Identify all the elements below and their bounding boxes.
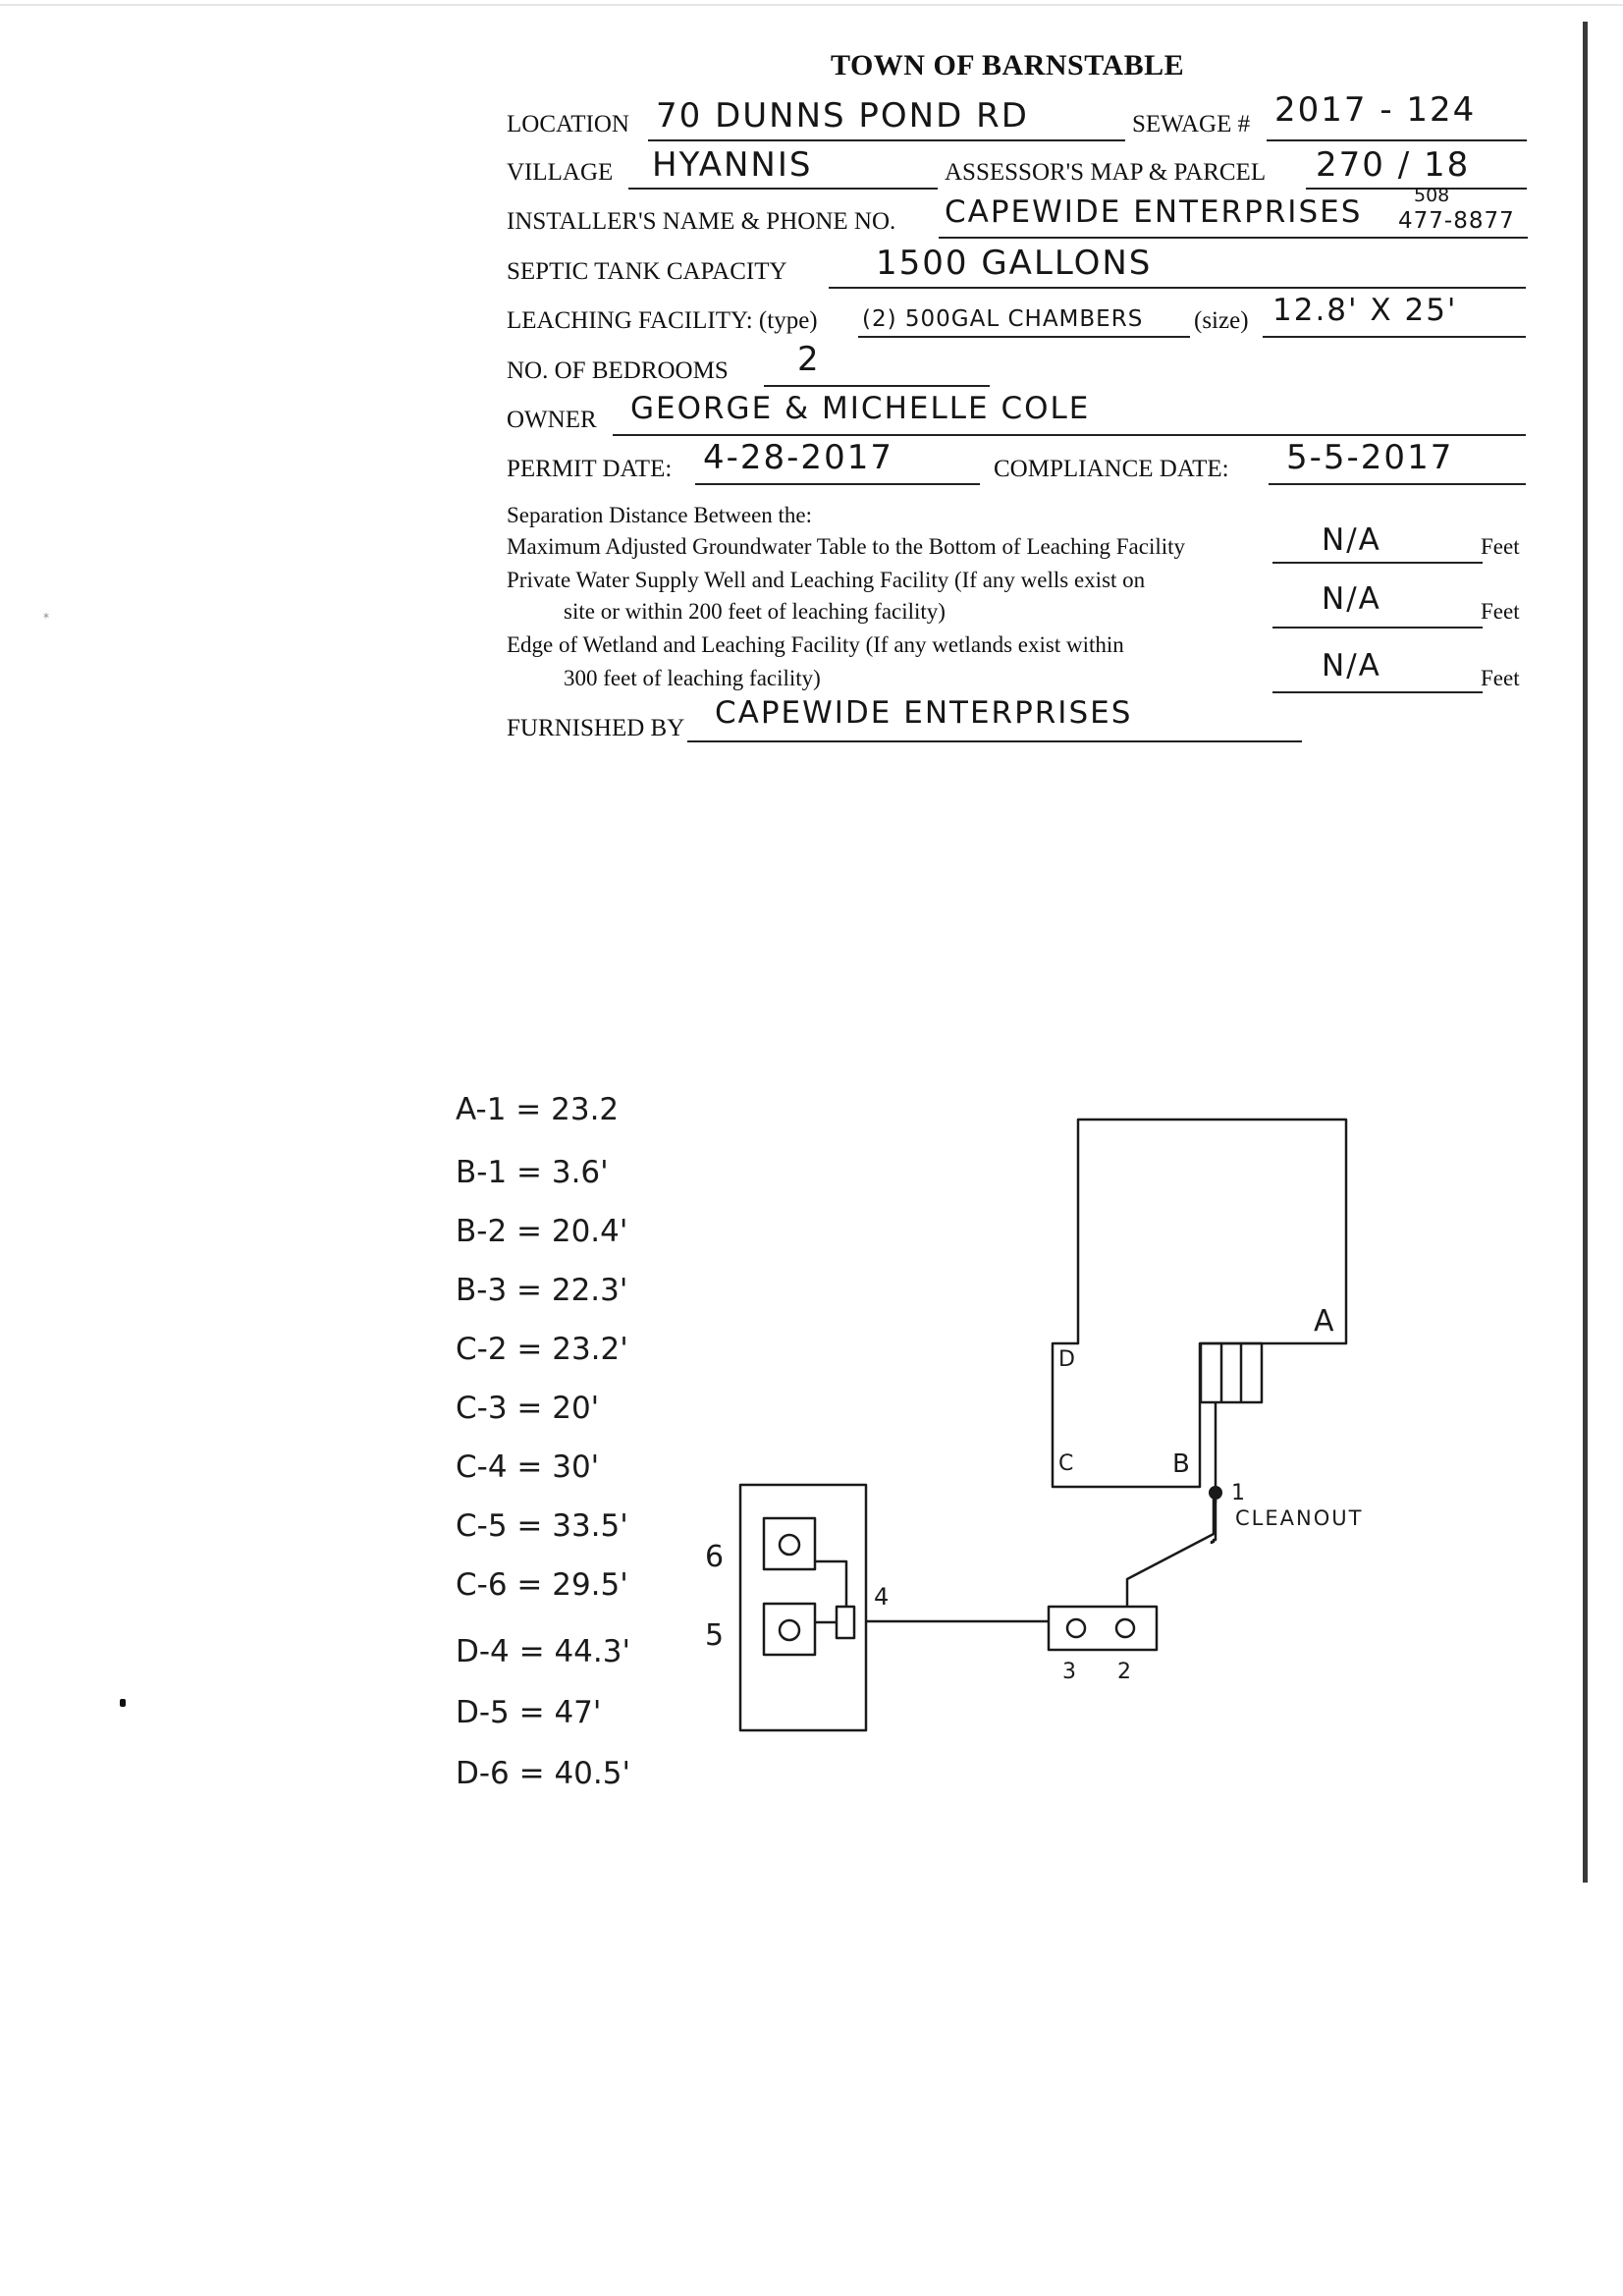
location-label: LOCATION <box>507 111 629 137</box>
leaching-size-label: (size) <box>1194 307 1249 334</box>
furnished-value: CAPEWIDE ENTERPRISES <box>715 695 1133 731</box>
entry-steps <box>1201 1343 1262 1402</box>
tank-label: SEPTIC TANK CAPACITY <box>507 258 787 285</box>
separation-unit-3: Feet <box>1481 666 1520 690</box>
sewage-label: SEWAGE # <box>1132 111 1251 137</box>
septic-tank <box>1049 1607 1157 1650</box>
distance-item: C-2 = 23.2' <box>456 1332 628 1367</box>
distance-item: D-6 = 40.5' <box>456 1756 631 1791</box>
scan-speck-mark: * <box>43 611 49 625</box>
separation-unit-1: Feet <box>1481 534 1520 559</box>
installer-name: CAPEWIDE ENTERPRISES <box>945 194 1363 230</box>
compliance-label: COMPLIANCE DATE: <box>994 456 1229 482</box>
leaching-size-value: 12.8' X 25' <box>1272 293 1458 328</box>
corner-b-label: B <box>1172 1449 1190 1479</box>
leaching-type-value: (2) 500GAL CHAMBERS <box>862 306 1144 332</box>
compliance-value: 5-5-2017 <box>1286 438 1454 477</box>
village-value: HYANNIS <box>652 145 813 185</box>
point-1-label: 1 <box>1231 1481 1245 1505</box>
installer-phone-area: 508 <box>1414 185 1450 206</box>
separation-row-2-cont: site or within 200 feet of leaching facility) <box>564 599 946 624</box>
corner-a-label: A <box>1314 1304 1334 1339</box>
permit-value: 4-28-2017 <box>703 438 893 477</box>
sewage-value: 2017 - 124 <box>1274 90 1477 130</box>
corner-d-label: D <box>1058 1347 1075 1372</box>
separation-value-3: N/A <box>1322 648 1381 683</box>
distance-item: D-4 = 44.3' <box>456 1634 631 1669</box>
cleanout-label: CLEANOUT <box>1235 1506 1364 1530</box>
installer-phone: 477-8877 <box>1398 208 1515 234</box>
chamber-5 <box>764 1604 815 1655</box>
installer-label: INSTALLER'S NAME & PHONE NO. <box>507 208 896 235</box>
point-2-label: 2 <box>1117 1660 1131 1684</box>
location-value: 70 DUNNS POND RD <box>656 96 1029 136</box>
furnished-label: FURNISHED BY <box>507 715 685 741</box>
bedrooms-value: 2 <box>797 340 821 379</box>
sewer-pipe-run <box>1127 1499 1214 1607</box>
map-parcel-label: ASSESSOR'S MAP & PARCEL <box>945 159 1267 186</box>
distance-item: D-5 = 47' <box>456 1695 602 1730</box>
point-4-label: 4 <box>874 1583 890 1611</box>
distance-item: B-2 = 20.4' <box>456 1214 628 1249</box>
map-parcel-value: 270 / 18 <box>1316 145 1471 185</box>
point-5-label: 5 <box>705 1618 725 1653</box>
separation-value-1: N/A <box>1322 522 1381 558</box>
distance-item: B-1 = 3.6' <box>456 1155 609 1190</box>
permit-label: PERMIT DATE: <box>507 456 673 482</box>
village-label: VILLAGE <box>507 159 614 186</box>
tank-value: 1500 GALLONS <box>876 244 1153 283</box>
point-6-label: 6 <box>705 1540 725 1574</box>
distance-item: C-4 = 30' <box>456 1449 600 1485</box>
separation-row-3-cont: 300 feet of leaching facility) <box>564 666 821 690</box>
distance-item: C-3 = 20' <box>456 1391 600 1426</box>
separation-value-2: N/A <box>1322 581 1381 617</box>
separation-row-3: Edge of Wetland and Leaching Facility (If any wetlands exist within <box>507 632 1124 657</box>
chamber-6 <box>764 1518 815 1569</box>
leaching-type-label: LEACHING FACILITY: (type) <box>507 307 818 334</box>
owner-label: OWNER <box>507 407 597 433</box>
owner-value: GEORGE & MICHELLE COLE <box>630 391 1091 426</box>
separation-row-2: Private Water Supply Well and Leaching Facility (If any wells exist on <box>507 568 1146 592</box>
form-title: TOWN OF BARNSTABLE <box>831 49 1185 82</box>
distance-item: C-5 = 33.5' <box>456 1508 628 1544</box>
house-outline <box>1053 1120 1346 1487</box>
corner-c-label: C <box>1058 1451 1074 1476</box>
point-3-label: 3 <box>1062 1660 1076 1684</box>
distance-item: B-3 = 22.3' <box>456 1273 628 1308</box>
distance-item: A-1 = 23.2 <box>456 1092 620 1127</box>
distance-item: C-6 = 29.5' <box>456 1567 628 1603</box>
distribution-box <box>837 1607 854 1638</box>
separation-unit-2: Feet <box>1481 599 1520 624</box>
bedrooms-label: NO. OF BEDROOMS <box>507 357 729 384</box>
separation-heading: Separation Distance Between the: <box>507 503 813 527</box>
separation-row-1: Maximum Adjusted Groundwater Table to the Bottom of Leaching Facility <box>507 534 1186 559</box>
